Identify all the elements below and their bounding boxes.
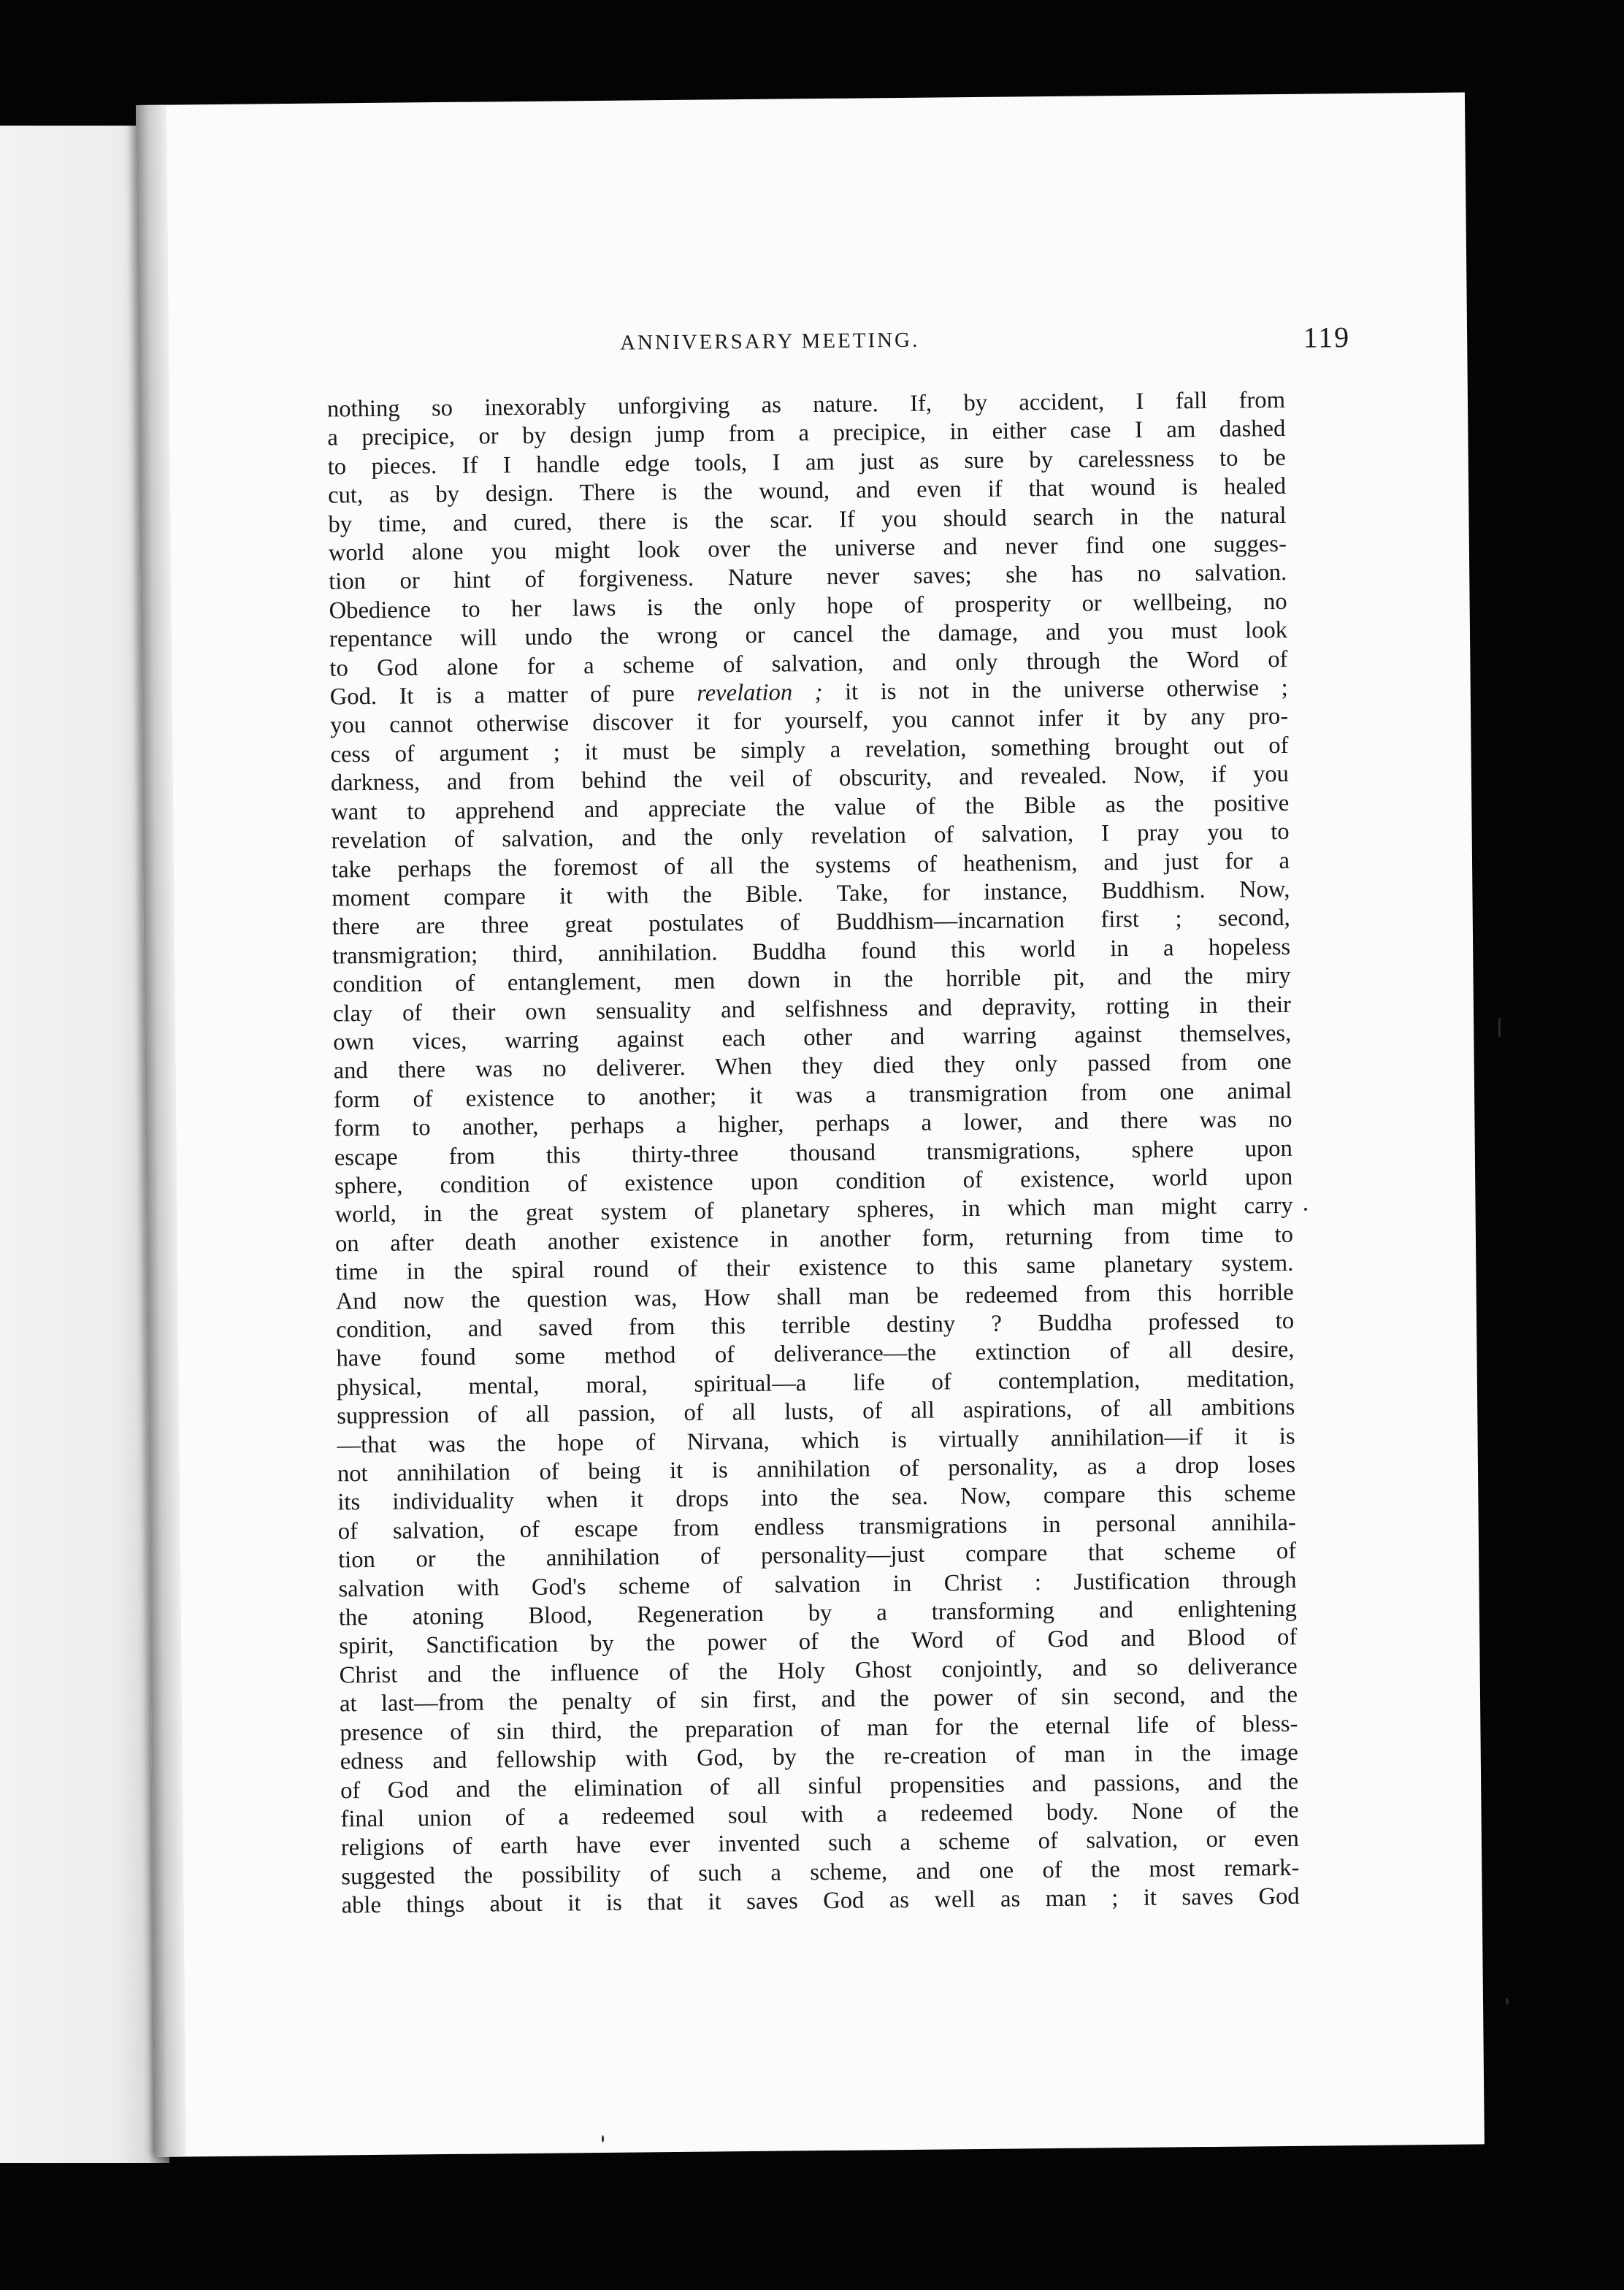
text-line: able things about it is that it saves God as well as man ; it saves God bbox=[341, 1883, 1300, 1919]
text-line: darkness, and from behind the veil of obscurity, and revealed. Now, if you bbox=[330, 761, 1290, 797]
text-line: Obedience to her laws is the only hope of prosperity or wellbeing, no bbox=[329, 588, 1287, 624]
text-line: on after death another existence in another form, returning from time to bbox=[334, 1221, 1294, 1257]
running-head bbox=[620, 321, 1351, 356]
scan-speck bbox=[602, 2135, 604, 2142]
text-line: salvation with God's scheme of salvation in Christ : Justification through bbox=[338, 1566, 1297, 1603]
text-line: cess of argument ; it must be simply a revelation, something brought out of bbox=[330, 732, 1289, 768]
text-line: form to another, perhaps a higher, perhaps a lower, and there was no bbox=[334, 1106, 1292, 1142]
page-number: 119 bbox=[1303, 321, 1351, 354]
text-line: want to apprehend and appreciate the value of the Bible as the positive bbox=[331, 789, 1290, 826]
text-line: form of existence to another; it was a transmigration from one animal bbox=[333, 1077, 1292, 1114]
text-line: have found some method of deliverance—the extinction of all desire, bbox=[336, 1336, 1295, 1372]
text-line: of salvation, of escape from endless transmigrations in personal annihila- bbox=[337, 1509, 1296, 1545]
text-line-end: it is not in the universe otherwise ; bbox=[844, 674, 1288, 705]
text-line: nothing so inexorably unforgiving as nature. If, by accident, I fall from bbox=[326, 386, 1286, 423]
text-line: spirit, Sanctification by the power of the Word of God and Blood of bbox=[339, 1624, 1298, 1660]
text-line: the atoning Blood, Regeneration by a transforming and enlightening bbox=[338, 1595, 1298, 1631]
scan-speck bbox=[1304, 1208, 1307, 1211]
text-line: there are three great postulates of Buddhism—incarnation first ; second, bbox=[332, 905, 1290, 941]
text-line: take perhaps the foremost of all the systems of heathenism, and just for a bbox=[331, 847, 1290, 883]
text-line: time in the spiral round of their existence to this same planetary system. bbox=[335, 1250, 1294, 1286]
text-line: a precipice, or by design jump from a precipice, in either case I am dashed bbox=[327, 416, 1286, 451]
text-line: and there was no deliverer. When they died they only passed from one bbox=[333, 1049, 1292, 1084]
text-line: moment compare it with the Bible. Take, for instance, Buddhism. Now, bbox=[332, 876, 1290, 912]
text-line: And now the question was, How shall man be redeemed from this horrible bbox=[335, 1279, 1294, 1315]
scan-speck bbox=[1506, 1998, 1509, 2005]
text-line: final union of a redeemed soul with a redeemed body. None of the bbox=[340, 1796, 1299, 1833]
scan-speck bbox=[1498, 1018, 1501, 1037]
text-line: world alone you might look over the universe and never find one sugges- bbox=[328, 530, 1287, 567]
text-line: you cannot otherwise discover it for yourself, you cannot infer it by any pro- bbox=[329, 703, 1289, 739]
text-line: presence of sin third, the preparation of man for the eternal life of bless- bbox=[340, 1710, 1298, 1747]
text-line: escape from this thirty-three thousand transmigrations, sphere upon bbox=[334, 1135, 1292, 1171]
running-head-title: ANNIVERSARY MEETING. bbox=[620, 328, 920, 355]
text-line: tion or hint of forgiveness. Nature never saves; she has no salvation. bbox=[329, 559, 1287, 595]
text-line: its individuality when it drops into the sea. Now, compare this scheme bbox=[337, 1480, 1296, 1516]
book-page bbox=[136, 93, 1485, 2157]
text-line: sphere, condition of existence upon condition of existence, world upon bbox=[334, 1163, 1293, 1200]
text-line: condition of entanglement, men down in the horrible pit, and the miry bbox=[332, 962, 1291, 998]
text-line: Christ and the influence of the Holy Ghost conjointly, and so deliverance bbox=[339, 1653, 1298, 1689]
text-line: transmigration; third, annihilation. Buddha found this world in a hopeless bbox=[332, 933, 1291, 970]
text-line: at last—from the penalty of sin first, and the power of sin second, and the bbox=[339, 1682, 1298, 1718]
body-text bbox=[327, 386, 1300, 1921]
text-line: —that was the hope of Nirvana, which is virtually annihilation—if it is bbox=[337, 1422, 1295, 1459]
text-line: suppression of all passion, of all lusts, of all aspirations, of all ambitions bbox=[337, 1394, 1295, 1430]
text-line: revelation of salvation, and the only revelation of salvation, I pray you to bbox=[331, 818, 1290, 854]
text-line-start: God. It is a matter of pure bbox=[329, 681, 675, 711]
text-line: own vices, warring against each other and warring against themselves, bbox=[333, 1019, 1292, 1056]
text-line: of God and the elimination of all sinful propensities and passions, and the bbox=[340, 1768, 1299, 1804]
text-line: tion or the annihilation of personality—just compare that scheme of bbox=[337, 1538, 1297, 1574]
text-line: to pieces. If I handle edge tools, I am just as sure by carelessness to be bbox=[327, 444, 1286, 480]
italic-word: revelation ; bbox=[697, 679, 823, 707]
text-line: by time, and cured, there is the scar. If you should search in the natural bbox=[328, 502, 1287, 538]
text-line: religions of earth have ever invented such a scheme of salvation, or even bbox=[340, 1826, 1300, 1861]
text-line: condition, and saved from this terrible destiny ? Buddha professed to bbox=[335, 1307, 1295, 1344]
text-line: to God alone for a scheme of salvation, and only through the Word of bbox=[329, 646, 1288, 682]
text-line: world, in the great system of planetary spheres, in which man might carry bbox=[334, 1192, 1293, 1228]
text-line: edness and fellowship with God, by the re-creation of man in the image bbox=[340, 1739, 1298, 1775]
text-line: clay of their own sensuality and selfishness and depravity, rotting in their bbox=[332, 991, 1292, 1027]
text-line: cut, as by design. There is the wound, and even if that wound is healed bbox=[327, 473, 1287, 509]
text-line: repentance will undo the wrong or cancel the damage, and you must look bbox=[329, 617, 1288, 653]
text-line: suggested the possibility of such a scheme, and one of the most remark- bbox=[341, 1854, 1300, 1891]
text-line: physical, mental, moral, spiritual—a life of contemplation, meditation, bbox=[336, 1365, 1295, 1401]
text-line: not annihilation of being it is annihilation of personality, as a drop loses bbox=[337, 1451, 1296, 1487]
